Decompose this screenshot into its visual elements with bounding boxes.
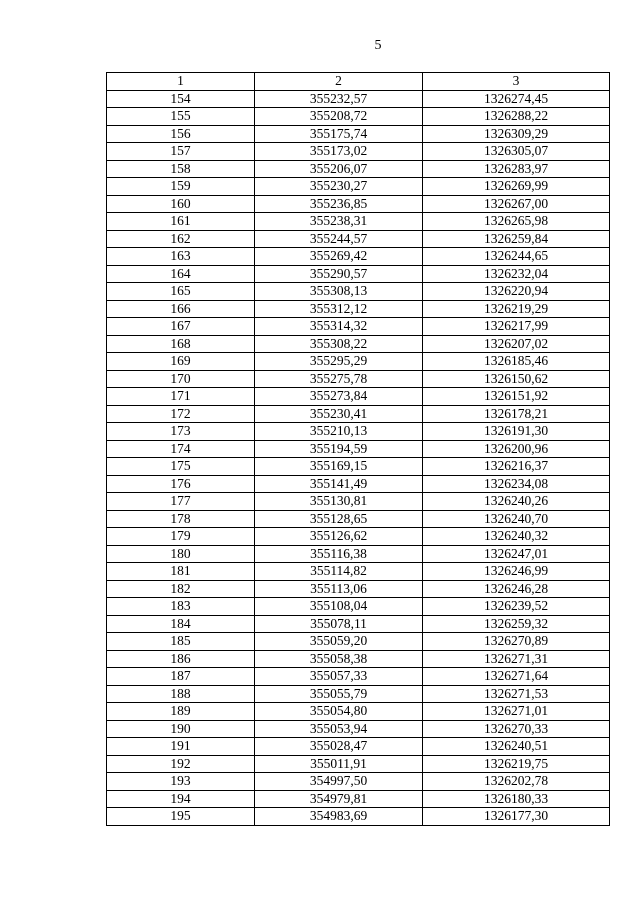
cell-x-coordinate: 355230,41 [255, 405, 423, 423]
cell-y-coordinate: 1326177,30 [423, 808, 610, 826]
cell-x-coordinate: 355169,15 [255, 458, 423, 476]
cell-y-coordinate: 1326270,89 [423, 633, 610, 651]
cell-x-coordinate: 355308,13 [255, 283, 423, 301]
cell-x-coordinate: 355210,13 [255, 423, 423, 441]
cell-y-coordinate: 1326267,00 [423, 195, 610, 213]
cell-x-coordinate: 355175,74 [255, 125, 423, 143]
cell-x-coordinate: 355078,11 [255, 615, 423, 633]
table-row [107, 685, 610, 703]
cell-x-coordinate: 354983,69 [255, 808, 423, 826]
cell-y-coordinate: 1326239,52 [423, 598, 610, 616]
table-row [107, 580, 610, 598]
cell-y-coordinate: 1326309,29 [423, 125, 610, 143]
table-row [107, 90, 610, 108]
cell-y-coordinate: 1326271,53 [423, 685, 610, 703]
cell-x-coordinate: 354979,81 [255, 790, 423, 808]
table-row [107, 738, 610, 756]
cell-point-number: 189 [107, 703, 255, 721]
cell-x-coordinate: 355290,57 [255, 265, 423, 283]
table-row [107, 755, 610, 773]
cell-x-coordinate: 355269,42 [255, 248, 423, 266]
cell-point-number: 181 [107, 563, 255, 581]
column-header-point-number: 1 [107, 73, 255, 91]
cell-x-coordinate: 355194,59 [255, 440, 423, 458]
cell-y-coordinate: 1326151,92 [423, 388, 610, 406]
cell-y-coordinate: 1326283,97 [423, 160, 610, 178]
table-row [107, 353, 610, 371]
cell-x-coordinate: 355113,06 [255, 580, 423, 598]
table-row [107, 265, 610, 283]
cell-point-number: 164 [107, 265, 255, 283]
table-row [107, 405, 610, 423]
cell-x-coordinate: 355130,81 [255, 493, 423, 511]
cell-point-number: 170 [107, 370, 255, 388]
cell-point-number: 156 [107, 125, 255, 143]
table-row [107, 633, 610, 651]
cell-y-coordinate: 1326180,33 [423, 790, 610, 808]
cell-point-number: 180 [107, 545, 255, 563]
cell-point-number: 167 [107, 318, 255, 336]
column-header-y: 3 [423, 73, 610, 91]
cell-point-number: 173 [107, 423, 255, 441]
cell-point-number: 187 [107, 668, 255, 686]
cell-y-coordinate: 1326247,01 [423, 545, 610, 563]
cell-point-number: 159 [107, 178, 255, 196]
cell-x-coordinate: 355238,31 [255, 213, 423, 231]
table-row [107, 160, 610, 178]
cell-x-coordinate: 355173,02 [255, 143, 423, 161]
table-row [107, 283, 610, 301]
table-body [107, 90, 610, 825]
table-row [107, 143, 610, 161]
cell-point-number: 178 [107, 510, 255, 528]
cell-y-coordinate: 1326178,21 [423, 405, 610, 423]
cell-point-number: 188 [107, 685, 255, 703]
cell-x-coordinate: 355054,80 [255, 703, 423, 721]
cell-x-coordinate: 355230,27 [255, 178, 423, 196]
table-row [107, 650, 610, 668]
cell-point-number: 171 [107, 388, 255, 406]
table-row [107, 528, 610, 546]
table-row [107, 440, 610, 458]
cell-x-coordinate: 355055,79 [255, 685, 423, 703]
table-row [107, 773, 610, 791]
cell-y-coordinate: 1326240,70 [423, 510, 610, 528]
cell-x-coordinate: 355114,82 [255, 563, 423, 581]
cell-y-coordinate: 1326216,37 [423, 458, 610, 476]
cell-x-coordinate: 355308,22 [255, 335, 423, 353]
cell-point-number: 168 [107, 335, 255, 353]
cell-y-coordinate: 1326234,08 [423, 475, 610, 493]
cell-y-coordinate: 1326246,28 [423, 580, 610, 598]
table-row [107, 598, 610, 616]
cell-y-coordinate: 1326150,62 [423, 370, 610, 388]
table-header [107, 73, 610, 91]
cell-x-coordinate: 355011,91 [255, 755, 423, 773]
cell-x-coordinate: 355028,47 [255, 738, 423, 756]
cell-y-coordinate: 1326217,99 [423, 318, 610, 336]
header-row [107, 73, 610, 91]
cell-x-coordinate: 355295,29 [255, 353, 423, 371]
cell-y-coordinate: 1326200,96 [423, 440, 610, 458]
cell-y-coordinate: 1326259,32 [423, 615, 610, 633]
table-row [107, 545, 610, 563]
cell-point-number: 163 [107, 248, 255, 266]
table-row [107, 790, 610, 808]
table-row [107, 423, 610, 441]
cell-y-coordinate: 1326240,51 [423, 738, 610, 756]
table-row [107, 248, 610, 266]
table-row [107, 388, 610, 406]
cell-point-number: 176 [107, 475, 255, 493]
table-row [107, 510, 610, 528]
table-row [107, 458, 610, 476]
cell-x-coordinate: 355126,62 [255, 528, 423, 546]
cell-x-coordinate: 355206,07 [255, 160, 423, 178]
table-row [107, 615, 610, 633]
cell-x-coordinate: 355273,84 [255, 388, 423, 406]
cell-point-number: 157 [107, 143, 255, 161]
page-number: 5 [374, 38, 382, 53]
cell-point-number: 191 [107, 738, 255, 756]
table-row [107, 668, 610, 686]
table-row [107, 108, 610, 126]
cell-y-coordinate: 1326202,78 [423, 773, 610, 791]
cell-x-coordinate: 355128,65 [255, 510, 423, 528]
cell-y-coordinate: 1326269,99 [423, 178, 610, 196]
cell-y-coordinate: 1326271,31 [423, 650, 610, 668]
table-row [107, 195, 610, 213]
table-row [107, 475, 610, 493]
cell-point-number: 185 [107, 633, 255, 651]
cell-point-number: 182 [107, 580, 255, 598]
cell-y-coordinate: 1326259,84 [423, 230, 610, 248]
coordinates-table [106, 72, 610, 826]
cell-x-coordinate: 355314,32 [255, 318, 423, 336]
cell-point-number: 158 [107, 160, 255, 178]
cell-point-number: 174 [107, 440, 255, 458]
cell-point-number: 192 [107, 755, 255, 773]
cell-x-coordinate: 355208,72 [255, 108, 423, 126]
table-row [107, 335, 610, 353]
cell-point-number: 162 [107, 230, 255, 248]
table-row [107, 125, 610, 143]
cell-point-number: 175 [107, 458, 255, 476]
cell-y-coordinate: 1326288,22 [423, 108, 610, 126]
cell-x-coordinate: 355116,38 [255, 545, 423, 563]
cell-x-coordinate: 355053,94 [255, 720, 423, 738]
cell-point-number: 172 [107, 405, 255, 423]
cell-y-coordinate: 1326265,98 [423, 213, 610, 231]
cell-point-number: 169 [107, 353, 255, 371]
table-row [107, 720, 610, 738]
cell-y-coordinate: 1326207,02 [423, 335, 610, 353]
cell-x-coordinate: 355141,49 [255, 475, 423, 493]
cell-y-coordinate: 1326219,29 [423, 300, 610, 318]
cell-y-coordinate: 1326185,46 [423, 353, 610, 371]
cell-point-number: 186 [107, 650, 255, 668]
cell-point-number: 161 [107, 213, 255, 231]
cell-x-coordinate: 355057,33 [255, 668, 423, 686]
cell-point-number: 194 [107, 790, 255, 808]
cell-y-coordinate: 1326244,65 [423, 248, 610, 266]
cell-point-number: 184 [107, 615, 255, 633]
table-row [107, 230, 610, 248]
cell-y-coordinate: 1326232,04 [423, 265, 610, 283]
cell-point-number: 160 [107, 195, 255, 213]
table-row [107, 808, 610, 826]
table-row [107, 370, 610, 388]
cell-y-coordinate: 1326305,07 [423, 143, 610, 161]
cell-x-coordinate: 355058,38 [255, 650, 423, 668]
cell-y-coordinate: 1326191,30 [423, 423, 610, 441]
cell-point-number: 179 [107, 528, 255, 546]
cell-x-coordinate: 355275,78 [255, 370, 423, 388]
table-row [107, 178, 610, 196]
cell-y-coordinate: 1326240,26 [423, 493, 610, 511]
cell-point-number: 155 [107, 108, 255, 126]
table-row [107, 563, 610, 581]
table-row [107, 213, 610, 231]
cell-y-coordinate: 1326271,64 [423, 668, 610, 686]
table-row [107, 300, 610, 318]
cell-x-coordinate: 355059,20 [255, 633, 423, 651]
cell-x-coordinate: 355312,12 [255, 300, 423, 318]
cell-y-coordinate: 1326240,32 [423, 528, 610, 546]
table-row [107, 493, 610, 511]
cell-y-coordinate: 1326271,01 [423, 703, 610, 721]
cell-y-coordinate: 1326220,94 [423, 283, 610, 301]
table-row [107, 703, 610, 721]
cell-x-coordinate: 355108,04 [255, 598, 423, 616]
cell-point-number: 165 [107, 283, 255, 301]
cell-point-number: 183 [107, 598, 255, 616]
column-header-x: 2 [255, 73, 423, 91]
cell-y-coordinate: 1326219,75 [423, 755, 610, 773]
cell-x-coordinate: 355236,85 [255, 195, 423, 213]
cell-y-coordinate: 1326246,99 [423, 563, 610, 581]
cell-point-number: 190 [107, 720, 255, 738]
cell-point-number: 193 [107, 773, 255, 791]
cell-x-coordinate: 355232,57 [255, 90, 423, 108]
cell-point-number: 154 [107, 90, 255, 108]
cell-x-coordinate: 354997,50 [255, 773, 423, 791]
cell-point-number: 177 [107, 493, 255, 511]
cell-point-number: 195 [107, 808, 255, 826]
table-row [107, 318, 610, 336]
cell-point-number: 166 [107, 300, 255, 318]
cell-y-coordinate: 1326270,33 [423, 720, 610, 738]
cell-y-coordinate: 1326274,45 [423, 90, 610, 108]
cell-x-coordinate: 355244,57 [255, 230, 423, 248]
